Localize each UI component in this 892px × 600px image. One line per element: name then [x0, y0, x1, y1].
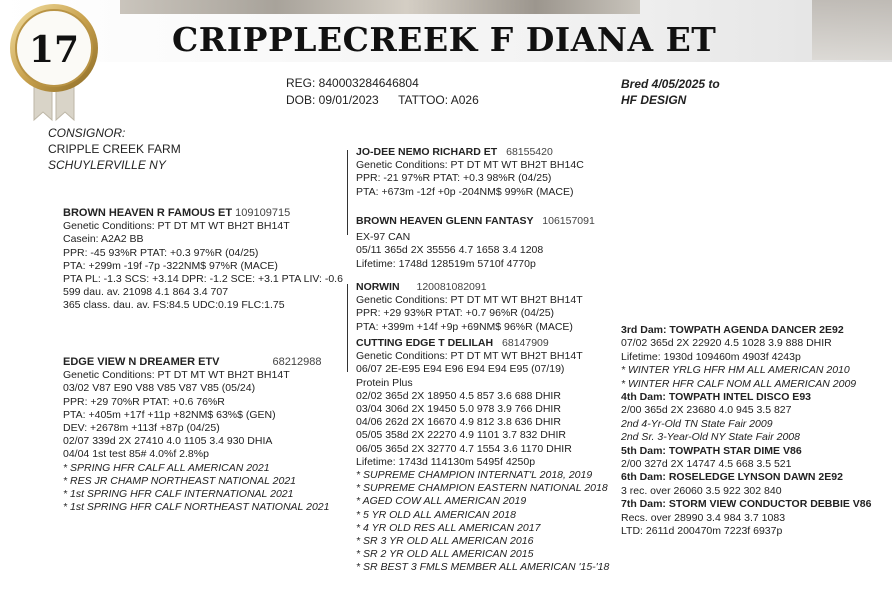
family-dam-line: 2nd 4-Yr-Old TN State Fair 2009 — [621, 417, 773, 430]
sire-dam-detail-line: 05/11 365d 2X 35556 4.7 1658 3.4 1208 — [356, 244, 544, 257]
family-dam-line: 2/00 365d 2X 23680 4.0 945 3.5 827 — [621, 404, 792, 417]
sire-dam-details — [356, 231, 595, 271]
dam-dam-honor-line: * SR 2 YR OLD ALL AMERICAN 2015 — [356, 548, 534, 561]
dam-sire-detail-line: Genetic Conditions: PT DT MT WT BH2T BH14T — [356, 294, 583, 307]
dam-dam-name-line — [356, 337, 609, 350]
sire-sire-name: JO-DEE NEMO RICHARD ET — [356, 146, 498, 158]
sire-sire-name-line — [356, 146, 584, 159]
dam-dam-detail-line: 03/04 306d 2X 19450 5.0 978 3.9 766 DHIR — [356, 403, 561, 416]
birth-info — [286, 93, 479, 107]
bred-to-sire: HF DESIGN — [621, 93, 687, 107]
bred-info — [621, 76, 720, 108]
dam-sire-name: NORWIN — [356, 281, 400, 293]
dam-details — [63, 369, 329, 461]
bracket-sire — [347, 150, 348, 235]
family-dam-line: Lifetime: 1930d 109460m 4903f 4243p — [621, 350, 801, 363]
dam-dam-honors — [356, 469, 609, 575]
sire-detail-line: PTA: +299m -19f -7p -322NM$ 97%R (MACE) — [63, 259, 278, 272]
tattoo: TATTOO: A026 — [398, 93, 479, 107]
dam-honor-line: * 1st SPRING HFR CALF NORTHEAST NATIONAL 2021 — [63, 501, 330, 514]
family-dam-line: 07/02 365d 2X 22920 4.5 1028 3.9 888 DHIR — [621, 337, 832, 350]
sire-sire-reg: 68155420 — [506, 146, 553, 158]
dam-sire-name-line — [356, 281, 583, 294]
sire-dam-detail-line: EX-97 CAN — [356, 231, 411, 244]
dam-detail-line: PTA: +405m +17f +11p +82NM$ 63%$ (GEN) — [63, 408, 276, 421]
sire-dam-detail-line: Lifetime: 1748d 128519m 5710f 4770p — [356, 257, 536, 270]
dam-dam-detail-line: 02/02 365d 2X 18950 4.5 857 3.6 688 DHIR — [356, 389, 561, 402]
dam-dam-honor-line: * SUPREME CHAMPION EASTERN NATIONAL 2018 — [356, 482, 608, 495]
lot-badge — [4, 2, 108, 122]
sire-sire-detail-line: PTA: +673m -12f +0p -204NM$ 99%R (MACE) — [356, 185, 574, 198]
sire-sire-details — [356, 159, 584, 199]
consignor-block — [48, 125, 181, 173]
dam-detail-line: 03/02 V87 E90 V88 V85 V87 V85 (05/24) — [63, 382, 256, 395]
dam-dam-reg: 68147909 — [502, 337, 549, 349]
dam-reg: 68212988 — [272, 356, 322, 368]
family-dam-heading: 5th Dam: TOWPATH STAR DIME V86 — [621, 444, 802, 457]
animal-name: CRIPPLECREEK F DIANA ET — [172, 20, 717, 59]
sire-block — [63, 207, 343, 313]
dam-dam-honor-line: * 4 YR OLD RES ALL AMERICAN 2017 — [356, 521, 541, 534]
dam-dam-honor-line: * SUPREME CHAMPION INTERNAT'L 2018, 2019 — [356, 469, 593, 482]
dam-dam-detail-line: Protein Plus — [356, 376, 413, 389]
dam-dam-name: CUTTING EDGE T DELILAH — [356, 337, 494, 349]
dam-dam-details — [356, 350, 609, 469]
consignor-name: CRIPPLE CREEK FARM — [48, 142, 181, 156]
dam-detail-line: PPR: +29 70%R PTAT: +0.6 76%R — [63, 395, 225, 408]
dob: DOB: 09/01/2023 — [286, 93, 379, 107]
dam-honors — [63, 462, 329, 515]
family-dam-line: 2/00 327d 2X 14747 4.5 668 3.5 521 — [621, 458, 792, 471]
dam-dam-honor-line: * SR BEST 3 FMLS MEMBER ALL AMERICAN '15-'18 — [356, 561, 610, 574]
sire-sire-block — [356, 146, 584, 199]
dam-sire-details — [356, 294, 583, 334]
family-dam-line: 2nd Sr. 3-Year-Old NY State Fair 2008 — [621, 431, 800, 444]
maternal-family — [621, 324, 871, 539]
banner-photo-corner — [812, 0, 892, 60]
family-dam-heading: 4th Dam: TOWPATH INTEL DISCO E93 — [621, 391, 811, 404]
bracket-dam — [347, 284, 348, 372]
dam-detail-line: Genetic Conditions: PT DT MT WT BH2T BH14T — [63, 369, 290, 382]
consignor-location: SCHUYLERVILLE NY — [48, 158, 166, 172]
sire-details — [63, 220, 343, 312]
sire-detail-line: PPR: -45 93%R PTAT: +0.3 97%R (04/25) — [63, 246, 259, 259]
family-dam-heading: 3rd Dam: TOWPATH AGENDA DANCER 2E92 — [621, 324, 844, 336]
dam-honor-line: * RES JR CHAMP NORTHEAST NATIONAL 2021 — [63, 474, 297, 487]
family-dam-line: Recs. over 28990 3.4 984 3.7 1083 — [621, 511, 786, 524]
dam-detail-line: 04/04 1st test 85# 4.0%f 2.8%p — [63, 448, 209, 461]
family-dam-line: * WINTER HFR CALF NOM ALL AMERICAN 2009 — [621, 377, 857, 390]
sire-dam-reg: 106157091 — [542, 215, 595, 227]
dam-detail-line: DEV: +2678m +113f +87p (04/25) — [63, 422, 220, 435]
bred-date: Bred 4/05/2025 to — [621, 77, 720, 91]
dam-honor-line: * 1st SPRING HFR CALF INTERNATIONAL 2021 — [63, 488, 294, 501]
dam-dam-detail-line: 06/05 365d 2X 32770 4.7 1554 3.6 1170 DHIR — [356, 442, 572, 455]
dam-sire-block — [356, 281, 583, 334]
family-dam-heading: 7th Dam: STORM VIEW CONDUCTOR DEBBIE V86 — [621, 498, 872, 511]
dam-dam-honor-line: * 5 YR OLD ALL AMERICAN 2018 — [356, 508, 516, 521]
sire-sire-detail-line: PPR: -21 97%R PTAT: +0.3 98%R (04/25) — [356, 172, 552, 185]
sire-name: BROWN HEAVEN R FAMOUS ET — [63, 207, 233, 219]
sire-detail-line: PTA PL: -1.3 SCS: +3.14 DPR: -1.2 SCE: +3.1 PTA LIV: -0.6 — [63, 273, 343, 286]
dam-sire-detail-line: PTA: +399m +14f +9p +69NM$ 96%R (MACE) — [356, 320, 573, 333]
sire-detail-line: 599 dau. av. 21098 4.1 864 3.4 707 — [63, 286, 229, 299]
dam-dam-detail-line: 04/06 262d 2X 16670 4.9 812 3.8 636 DHIR — [356, 416, 561, 429]
dam-dam-honor-line: * AGED COW ALL AMERICAN 2019 — [356, 495, 527, 508]
dam-dam-detail-line: Genetic Conditions: PT DT MT WT BH2T BH14T — [356, 350, 583, 363]
registration-number: REG: 840003284646804 — [286, 76, 419, 90]
dam-name: EDGE VIEW N DREAMER ETV — [63, 356, 220, 368]
banner-photo-strip — [120, 0, 640, 14]
consignor-label: CONSIGNOR: — [48, 126, 126, 140]
sire-sire-detail-line: Genetic Conditions: PT DT MT WT BH2T BH14C — [356, 159, 584, 172]
sire-dam-block — [356, 215, 595, 271]
family-dam-heading: 6th Dam: ROSELEDGE LYNSON DAWN 2E92 — [621, 471, 843, 484]
dam-dam-detail-line: 05/05 358d 2X 22270 4.9 1101 3.7 832 DHIR — [356, 429, 566, 442]
dam-dam-honor-line: * SR 3 YR OLD ALL AMERICAN 2016 — [356, 535, 534, 548]
sire-dam-name: BROWN HEAVEN GLENN FANTASY — [356, 215, 534, 227]
dam-block — [63, 356, 329, 514]
dam-dam-detail-line: 06/07 2E-E95 E94 E96 E94 E94 E95 (07/19) — [356, 363, 565, 376]
sire-detail-line: 365 class. dau. av. FS:84.5 UDC:0.19 FLC:1.75 — [63, 299, 285, 312]
dam-dam-block — [356, 337, 609, 575]
sire-dam-name-line — [356, 215, 595, 228]
sire-detail-line: Casein: A2A2 BB — [63, 233, 144, 246]
sire-detail-line: Genetic Conditions: PT DT MT WT BH2T BH14T — [63, 220, 290, 233]
family-dam-line: 3 rec. over 26060 3.5 922 302 840 — [621, 484, 782, 497]
dam-sire-reg: 120081082091 — [416, 281, 487, 293]
dam-honor-line: * SPRING HFR CALF ALL AMERICAN 2021 — [63, 461, 270, 474]
dam-detail-line: 02/07 339d 2X 27410 4.0 1105 3.4 930 DHIA — [63, 435, 273, 448]
sire-reg: 109109715 — [235, 207, 291, 219]
sire-name-line — [63, 207, 343, 220]
dam-dam-detail-line: Lifetime: 1743d 114130m 5495f 4250p — [356, 455, 536, 468]
lot-number: 17 — [28, 29, 80, 71]
dam-sire-detail-line: PPR: +29 93%R PTAT: +0.7 96%R (04/25) — [356, 307, 555, 320]
family-dam-line: * WINTER YRLG HFR HM ALL AMERICAN 2010 — [621, 364, 850, 377]
family-dam-line: LTD: 2611d 200470m 7223f 6937p — [621, 525, 783, 538]
dam-name-line — [63, 356, 329, 369]
